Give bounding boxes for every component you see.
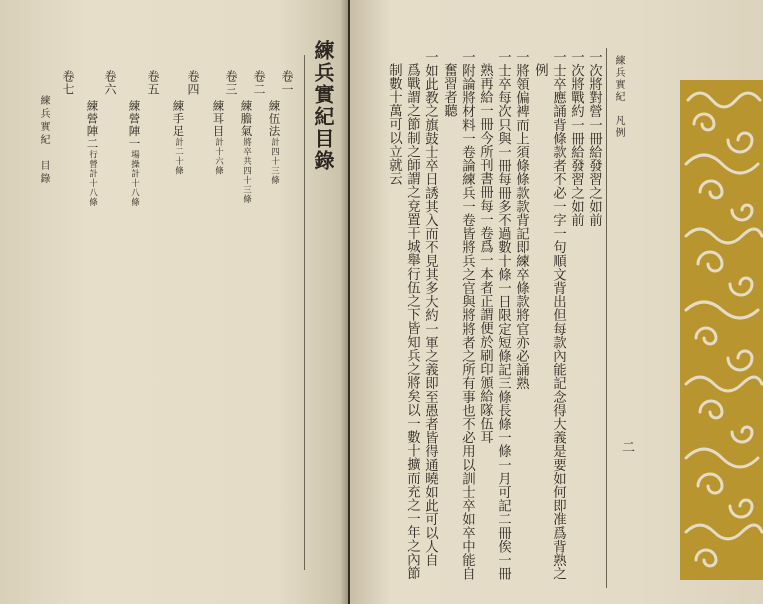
toc-volume-label: 卷五	[146, 70, 160, 96]
text-column: 制數十萬可以立就云	[386, 63, 402, 186]
toc-volume-label: 卷二	[252, 70, 266, 96]
text-column: 一如此教之旗鼓士卒日誘其入而不見其多大約一軍之義即至愚者皆得通曉如此可以人自	[422, 50, 438, 567]
page-number: 二	[619, 440, 634, 453]
toc-chapter: 練耳目計十六條	[211, 100, 226, 176]
toc-volume-label: 卷一	[280, 70, 294, 96]
toc-volume-label: 卷四	[186, 70, 200, 96]
toc-page-footer: 練兵實紀 目錄	[38, 95, 49, 186]
page-rule	[606, 48, 607, 588]
toc-volume-label: 卷三	[224, 70, 238, 96]
toc-chapter: 練手足計二十條	[171, 100, 186, 176]
toc-rule	[304, 55, 305, 570]
text-column: 一次將對營一冊給發習之如前	[586, 50, 602, 227]
toc-volume-label: 卷六	[103, 70, 117, 96]
text-column: 例	[532, 63, 548, 77]
text-column: 一士卒每次只與一冊每冊多不過數十條一日限定短條記三條長條一條一月可記二冊俟一冊	[495, 50, 511, 581]
toc-chapter: 練營陣一場操計十八條	[127, 100, 142, 207]
left-page-toc	[0, 0, 348, 604]
text-column: 一士卒應誦背條款者不必一字一句順文背出但每款內能記念得大義是要如何即准爲背熟之	[550, 50, 566, 581]
toc-chapter: 練營陣二行營計十八條	[85, 100, 100, 207]
text-column: 一將領偏裨而上須條條款款背記即練卒條款將官亦必誦熟	[513, 50, 529, 390]
page-running-header: 練兵實紀 凡例	[613, 55, 624, 139]
text-column: 一附論將材料一卷論練兵一卷皆將兵之官與將將者之所有事也不必用以訓士卒如卒中能自	[459, 50, 475, 581]
text-column: 奮習者聽	[441, 63, 457, 118]
toc-chapter: 練膽氣將卒共四十三條	[239, 100, 254, 204]
toc-volume-label: 卷七	[61, 70, 75, 96]
toc-title: 練兵實紀目錄	[311, 40, 335, 172]
text-column: 一次將戰約一冊給發習之如前	[568, 50, 584, 227]
text-column: 爲戰謂之節制之師謂之兗置干城舉行伍之下皆知兵之將矣以一數十擴而充之一年之內節	[404, 63, 420, 580]
cloud-pattern-border	[680, 80, 763, 580]
text-column: 熟再給一冊今所刊書冊每一卷爲一本者正謂便於刷印頒給隊伍耳	[477, 63, 493, 444]
toc-chapter: 練伍法計四十三條	[267, 100, 282, 185]
